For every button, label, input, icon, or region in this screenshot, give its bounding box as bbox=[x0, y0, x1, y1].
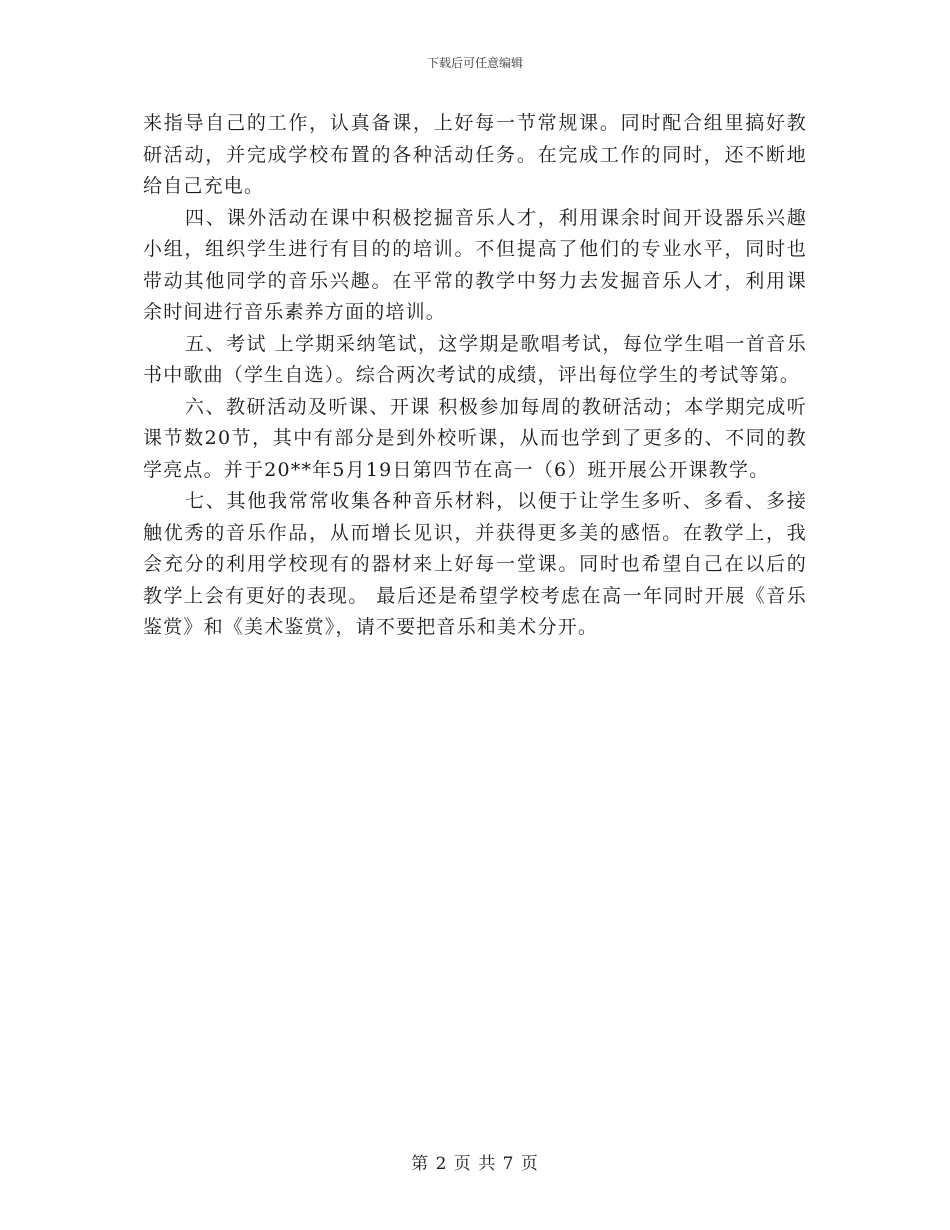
paragraph-continuation: 来指导自己的工作，认真备课，上好每一节常规课。同时配合组里搞好教研活动，并完成学校布置的各种活动任务。在完成工作的同时，还不断地给自己充电。 bbox=[143, 112, 807, 197]
header-note: 下载后可任意编辑 bbox=[426, 56, 523, 70]
page-number: 第 2 页 共 7 页 bbox=[411, 1154, 539, 1174]
paragraph-other: 七、其他我常常收集各种音乐材料，以便于让学生多听、多看、多接触优秀的音乐作品，从而增长见识，并获得更多美的感悟。在教学上，我会充分的利用学校现有的器材来上好每一堂课。同时也希望自己在以后的教学上会有更好的表现。 最后还是希望学校考虑在高一年同时开展《音乐鉴赏》和《美术鉴赏》，请不要把音乐和美术分开。 bbox=[143, 490, 807, 638]
paragraph-exams: 五、考试 上学期采纳笔试，这学期是歌唱考试，每位学生唱一首音乐书中歌曲（学生自选）。综合两次考试的成绩，评出每位学生的考试等第。 bbox=[143, 332, 807, 386]
document-body bbox=[143, 108, 807, 644]
paragraph-extracurricular: 四、课外活动在课中积极挖掘音乐人才，利用课余时间开设器乐兴趣小组，组织学生进行有目的的培训。不但提高了他们的专业水平，同时也带动其他同学的音乐兴趣。在平常的教学中努力去发掘音乐人才，利用课余时间进行音乐素养方面的培训。 bbox=[143, 206, 807, 323]
paragraph-teaching-research: 六、教研活动及听课、开课 积极参加每周的教研活动；本学期完成听课节数20节，其中有部分是到外校听课，从而也学到了更多的、不同的教学亮点。并于20**年5月19日第四节在高一（6）班开展公开课教学。 bbox=[143, 395, 807, 481]
